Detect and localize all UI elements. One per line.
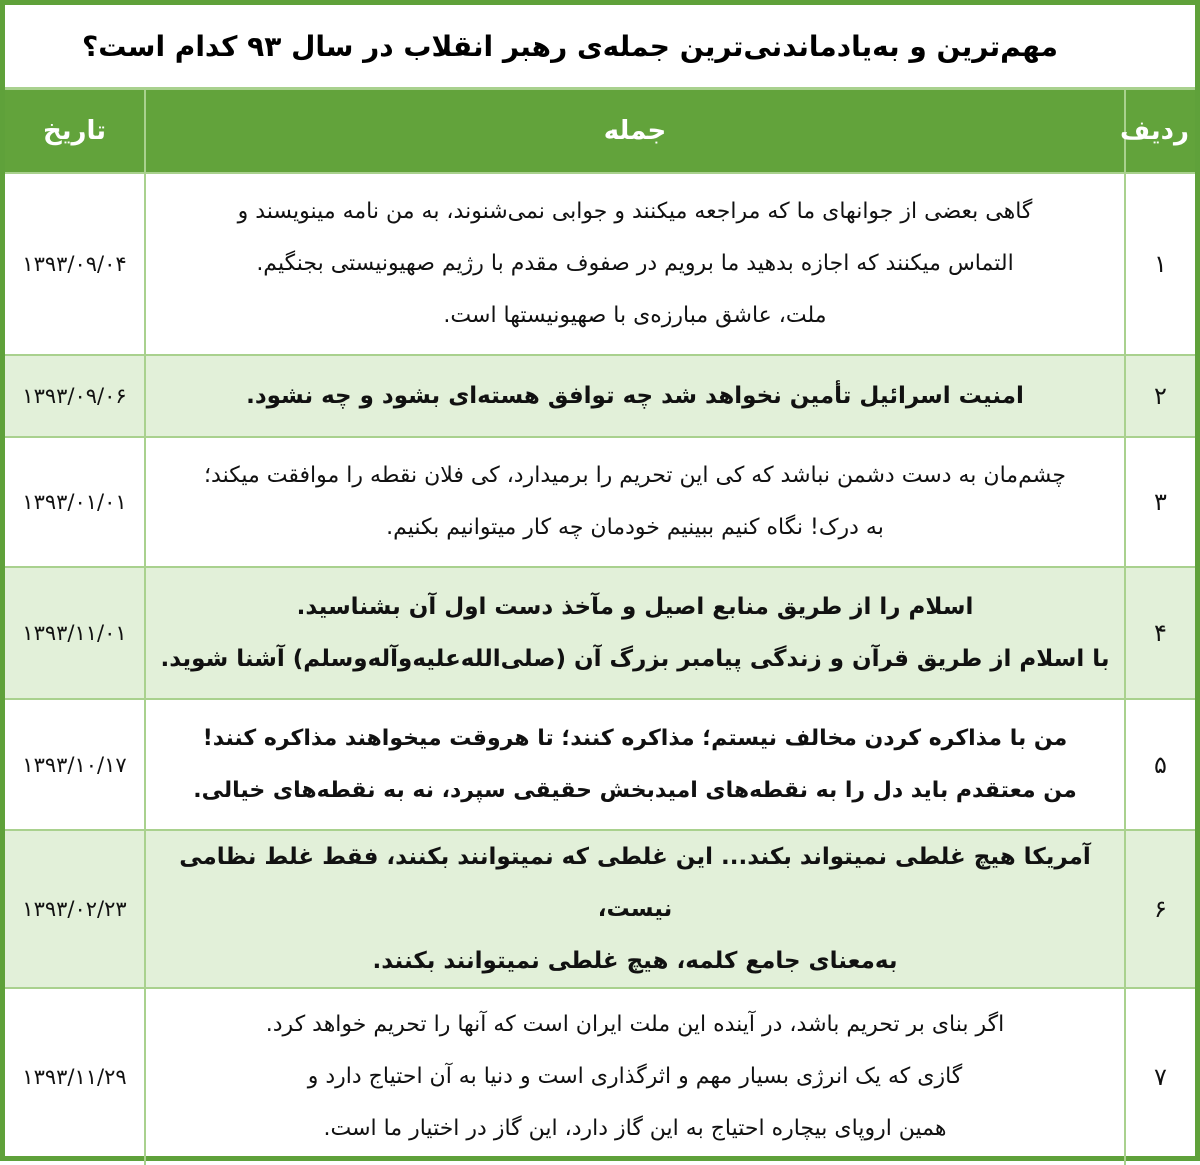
date-cell: ۱۳۹۳/۰۹/۰۴ (5, 173, 145, 355)
quote-line: آمریکا هیچ غلطی نمیتواند بکند... این غلطی که نمیتوانند بکنند، فقط غلط نظامی نیست، (179, 844, 1091, 922)
table-row (5, 355, 1195, 437)
row-number: ۷ (1125, 988, 1195, 1165)
table-row (5, 173, 1195, 355)
date-cell: ۱۳۹۳/۱۱/۲۹ (5, 988, 145, 1165)
header-date: تاریخ (5, 89, 145, 173)
quote-cell (145, 988, 1125, 1165)
quote-line: همین اروپای بیچاره احتیاج به این گاز دارد، این گاز در اختیار ما است. (323, 1116, 947, 1141)
quote-line: با اسلام از طریق قرآن و زندگی پیامبر بزرگ آن (صلی‌الله‌علیه‌وآله‌وسلم) آشنا شوید. (160, 646, 1110, 672)
quote-cell (145, 567, 1125, 699)
row-number: ۴ (1125, 567, 1195, 699)
quote-line: ملت، عاشق مبارزه‌ی با صهیونیستها است. (443, 303, 827, 328)
quote-line: به‌معنای جامع کلمه، هیچ غلطی نمیتوانند بکنند. (372, 948, 898, 974)
header-row-number: ردیف (1125, 89, 1195, 173)
date-cell: ۱۳۹۳/۱۱/۰۱ (5, 567, 145, 699)
date-cell: ۱۳۹۳/۱۰/۱۷ (5, 699, 145, 830)
quote-line: چشم‌مان به دست دشمن نباشد که کی این تحریم را برمیدارد، کی فلان نقطه را موافقت میکند؛ (204, 463, 1066, 488)
quote-cell (145, 355, 1125, 437)
quote-line: من با مذاکره کردن مخالف نیستم؛ مذاکره کنند؛ تا هروقت میخواهند مذاکره کنند! (202, 725, 1068, 751)
quote-line: به درک! نگاه کنیم ببینیم خودمان چه کار میتوانیم بکنیم. (386, 515, 884, 540)
quote-line: اسلام را از طریق منابع اصیل و مآخذ دست اول آن بشناسید. (296, 594, 974, 620)
quote-cell (145, 173, 1125, 355)
quote-line: گازی که یک انرژی بسیار مهم و اثرگذاری است و دنیا به آن احتیاج دارد و (307, 1064, 963, 1089)
row-number: ۶ (1125, 830, 1195, 988)
quote-cell (145, 830, 1125, 988)
table-row (5, 699, 1195, 830)
date-cell: ۱۳۹۳/۰۲/۲۳ (5, 830, 145, 988)
quote-line: گاهی بعضی از جوانهای ما که مراجعه میکنند و جوابی نمی‌شنوند، به من نامه مینویسند و (237, 199, 1033, 224)
quote-line: التماس میکنند که اجازه بدهید ما برویم در صفوف مقدم با رژیم صهیونیستی بجنگیم. (256, 251, 1014, 276)
table-header-row (5, 89, 1195, 173)
quote-line: من معتقدم باید دل را به نقطه‌های امیدبخش حقیقی سپرد، نه به نقطه‌های خیالی. (193, 777, 1077, 803)
table-row (5, 437, 1195, 567)
table-row (5, 567, 1195, 699)
page-title: مهم‌ترین و به‌یادماندنی‌ترین جمله‌ی رهبر انقلاب در سال ۹۳ کدام است؟ (5, 5, 1195, 88)
table-row (5, 988, 1195, 1165)
row-number: ۳ (1125, 437, 1195, 567)
quote-line: اگر بنای بر تحریم باشد، در آینده این ملت ایران است که آنها را تحریم خواهد کرد. (265, 1012, 1005, 1037)
row-number: ۱ (1125, 173, 1195, 355)
table-row (5, 830, 1195, 988)
quote-line: امنیت اسرائیل تأمین نخواهد شد چه توافق هسته‌ای بشود و چه نشود. (246, 383, 1024, 409)
header-sentence: جمله (145, 89, 1125, 173)
quote-cell (145, 699, 1125, 830)
row-number: ۲ (1125, 355, 1195, 437)
quotes-table (5, 88, 1195, 1165)
quote-cell (145, 437, 1125, 567)
date-cell: ۱۳۹۳/۰۱/۰۱ (5, 437, 145, 567)
date-cell: ۱۳۹۳/۰۹/۰۶ (5, 355, 145, 437)
row-number: ۵ (1125, 699, 1195, 830)
